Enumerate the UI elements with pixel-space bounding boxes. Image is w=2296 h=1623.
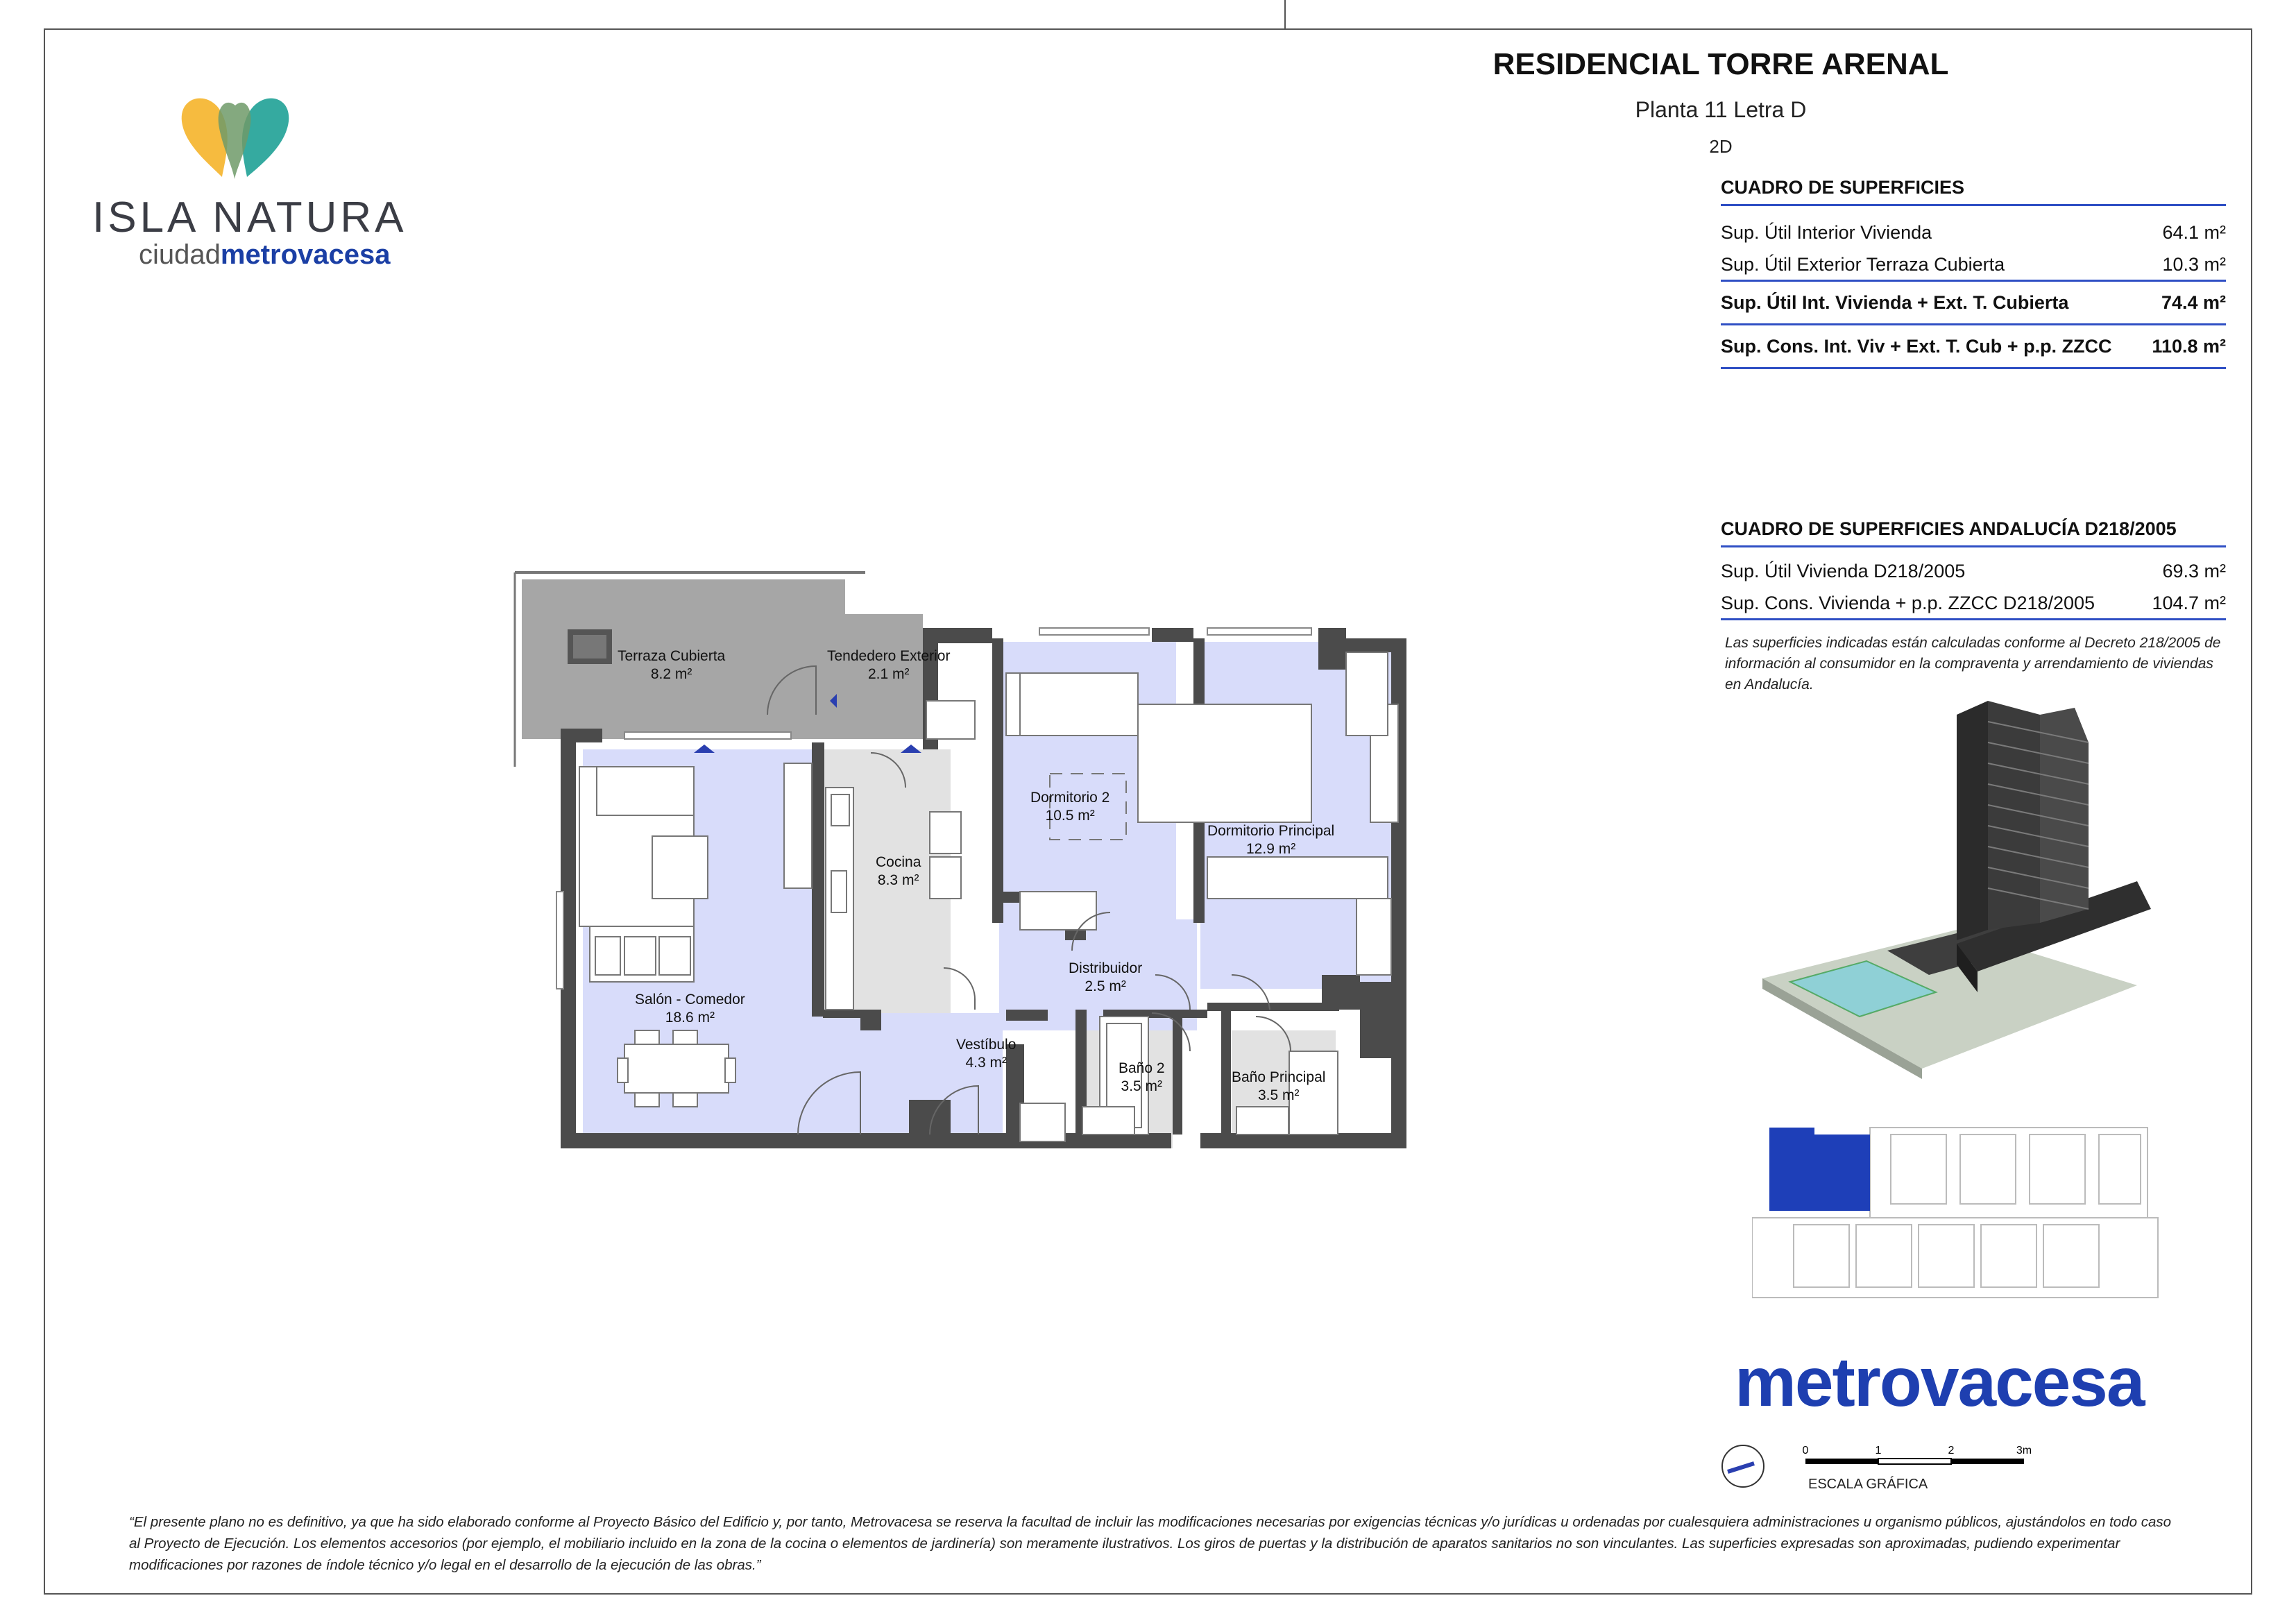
- project-title: RESIDENCIAL TORRE ARENAL: [1493, 47, 1949, 81]
- room-label: Baño 2 3.5 m²: [1119, 1060, 1165, 1094]
- surfaces-heading: CUADRO DE SUPERFICIES: [1721, 177, 2226, 206]
- logo-subtitle: ciudadmetrovacesa: [139, 239, 391, 270]
- key-plan: [1752, 1121, 2168, 1301]
- unit-type: 2D: [1709, 136, 1733, 157]
- frame-divider: [1284, 0, 1286, 28]
- room-label: Dormitorio Principal 12.9 m²: [1207, 823, 1335, 857]
- room-label: Baño Principal 3.5 m²: [1232, 1069, 1326, 1103]
- room-label: Salón - Comedor 18.6 m²: [635, 992, 745, 1026]
- surfaces-table: [1721, 177, 2226, 369]
- surface-row-total: Sup. Útil Int. Vivienda + Ext. T. Cubierta 74.4 m²: [1721, 282, 2226, 325]
- room-label: Dormitorio 2 10.5 m²: [1030, 790, 1110, 824]
- unit-location-marker: [1769, 1128, 1870, 1211]
- surface-row: Sup. Útil Exterior Terraza Cubierta 10.3 m²: [1721, 249, 2226, 282]
- room-label: Vestíbulo 4.3 m²: [956, 1037, 1017, 1071]
- andalucia-row: Sup. Cons. Vivienda + p.p. ZZCC D218/2005 104.7 m²: [1721, 588, 2226, 620]
- scale-tick-label: 3m: [2016, 1445, 2032, 1456]
- scale-tick-label: 1: [1875, 1445, 1882, 1456]
- room-label: Tendedero Exterior 2.1 m²: [827, 648, 951, 682]
- scale-tick-label: 2: [1948, 1445, 1955, 1456]
- room-label: Terraza Cubierta 8.2 m²: [618, 648, 726, 682]
- building-render: [1749, 701, 2165, 1089]
- floor-label: Planta 11 Letra D: [1635, 97, 1807, 122]
- andalucia-heading: CUADRO DE SUPERFICIES ANDALUCÍA D218/2005: [1721, 518, 2226, 547]
- room-label: Distribuidor 2.5 m²: [1069, 960, 1143, 994]
- scale-tick-label: 0: [1802, 1445, 1809, 1456]
- floor-plan: [507, 566, 1429, 1176]
- surface-row: Sup. Útil Interior Vivienda 64.1 m²: [1721, 221, 2226, 243]
- logo-title: ISLA NATURA: [92, 194, 407, 241]
- andalucia-row: Sup. Útil Vivienda D218/2005 69.3 m²: [1721, 560, 2226, 581]
- disclaimer-text: “El presente plano no es definitivo, ya que ha sido elaborado conforme al Proyecto Básico del Edificio y, por tanto, Metrovacesa se reserva la facultad de incluir las modificaciones necesarias por exigencias técnicas y/o jurídicas u ordenadas por cualesquiera administraciones u organismo públicos, ajustándolos en todo caso al Proyecto de Ejecución. Los elementos accesorios (por ejemplo, el mobiliario incluido en la zona de la cocina o elementos de jardinería) son meramente ilustrativos. Los giros de puertas y la distribución de aparatos sanitarios no son vinculantes. Las superficies expresadas son aproximadas, pudiendo experimentar modificaciones por razones de índole técnico y/o legal en el desarrollo de la ejecución de las obras.”: [129, 1514, 2172, 1573]
- scale-label: ESCALA GRÁFICA: [1808, 1477, 1928, 1492]
- surface-row-built: Sup. Cons. Int. Viv + Ext. T. Cub + p.p. ZZCC 110.8 m²: [1721, 325, 2226, 369]
- room-label: Cocina 8.3 m²: [876, 854, 921, 888]
- andalucia-note: Las superficies indicadas están calculadas conforme al Decreto 218/2005 de información al consumidor en la compraventa y arrendamiento de viviendas en Andalucía.: [1725, 635, 2221, 692]
- surfaces-andalucia-table: [1721, 518, 2226, 620]
- metrovacesa-brand: metrovacesa: [1735, 1343, 2144, 1421]
